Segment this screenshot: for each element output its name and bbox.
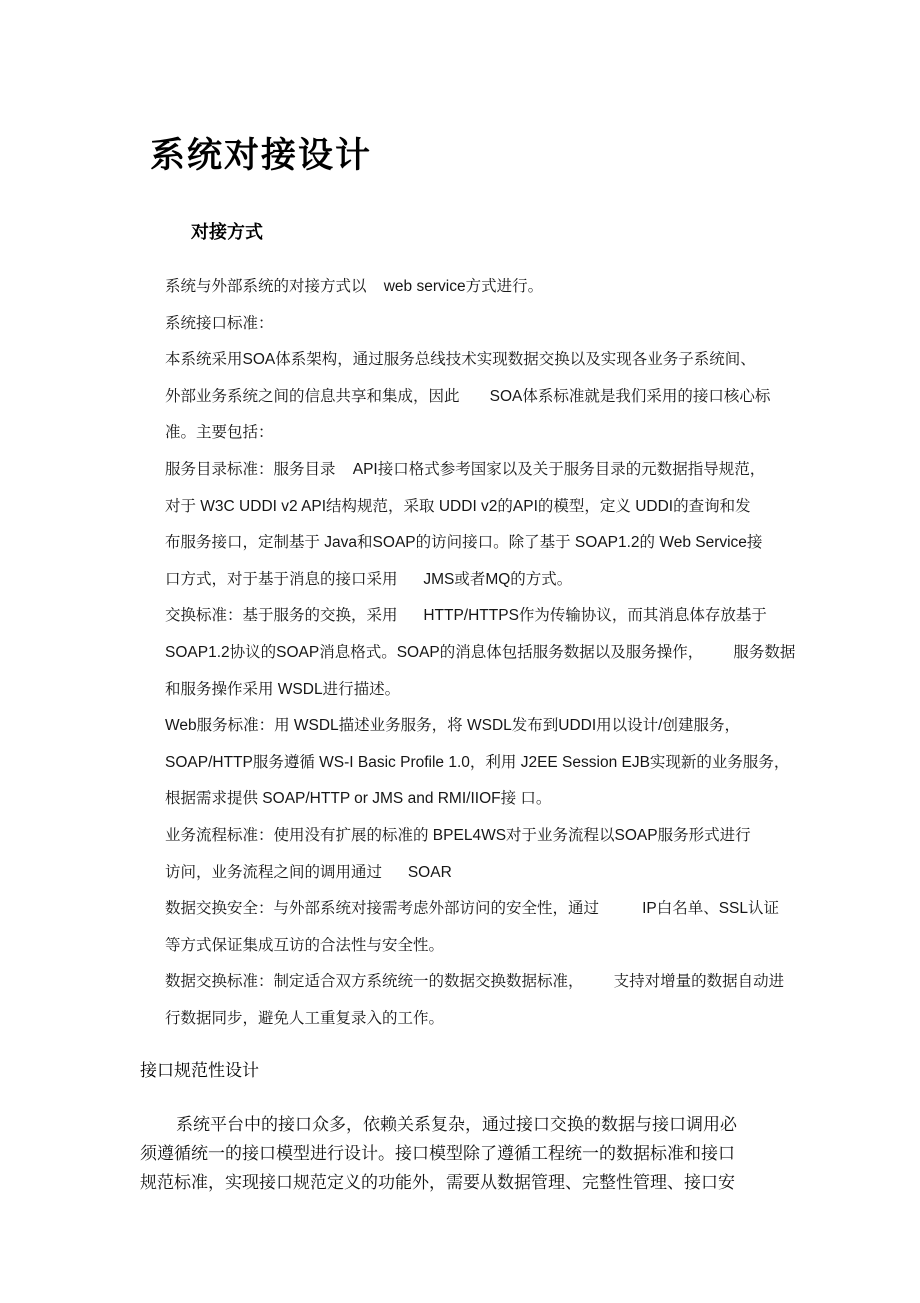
body-line: Web服务标准：用 WSDL描述业务服务，将 WSDL发布到UDDI用以设计/创建服务， — [165, 717, 740, 735]
body-line: 行数据同步，避免人工重复录入的工作。 — [165, 1009, 445, 1027]
body-line: 布服务接口，定制基于 Java和SOAP的访问接口。除了基于 SOAP1.2的 Web Service接 — [165, 534, 763, 552]
document-title: 系统对接设计 — [150, 136, 373, 175]
body-line: 本系统采用SOA体系架构，通过服务总线技术实现数据交换以及实现各业务子系统间、 — [165, 351, 756, 369]
body-line: SOAP1.2协议的SOAP消息格式。SOAP的消息体包括服务数据以及服务操作， 服务数据 — [165, 643, 796, 661]
closing-line: 系统平台中的接口众多，依赖关系复杂，通过接口交换的数据与接口调用必 — [176, 1115, 737, 1134]
body-line: 交换标准：基于服务的交换，采用 HTTP/HTTPS作为传输协议，而其消息体存放基于 — [165, 607, 767, 625]
body-line: 系统与外部系统的对接方式以 web service方式进行。 — [165, 278, 544, 295]
body-line: 服务目录标准：服务目录 API接口格式参考国家以及关于服务目录的元数据指导规范， — [165, 460, 766, 478]
body-line: 访问，业务流程之间的调用通过 SOAR — [165, 863, 452, 881]
section-heading-interface-spec-design: 接口规范性设计 — [140, 1061, 259, 1080]
closing-line: 规范标准，实现接口规范定义的功能外，需要从数据管理、完整性管理、接口安 — [140, 1173, 735, 1192]
body-line: SOAP/HTTP服务遵循 WS-I Basic Profile 1.0，利用 J2EE Session EJB实现新的业务服务， — [165, 753, 790, 771]
closing-line: 须遵循统一的接口模型进行设计。接口模型除了遵循工程统一的数据标准和接口 — [140, 1144, 735, 1163]
body-line: 业务流程标准：使用没有扩展的标准的 BPEL4WS对于业务流程以SOAP服务形式进行 — [165, 826, 751, 844]
closing-paragraph — [140, 1110, 737, 1197]
body-line: 口方式，对于基于消息的接口采用 JMS或者MQ的方式。 — [165, 570, 573, 588]
body-line: 和服务操作采用 WSDL进行描述。 — [165, 680, 401, 698]
body-line: 数据交换标准：制定适合双方系统统一的数据交换数据标准， 支持对增量的数据自动进 — [165, 973, 785, 991]
body-text-block — [165, 269, 795, 1037]
body-line: 系统接口标准： — [165, 314, 274, 332]
body-line: 根据需求提供 SOAP/HTTP or JMS and RMI/IIOF接 口。 — [165, 790, 552, 808]
body-line: 外部业务系统之间的信息共享和集成，因此 SOA体系标准就是我们采用的接口核心标 — [165, 387, 771, 405]
body-line: 对于 W3C UDDI v2 API结构规范，采取 UDDI v2的API的模型，定义 UDDI的查询和发 — [165, 497, 751, 515]
body-line: 数据交换安全：与外部系统对接需考虑外部访问的安全性，通过 IP白名单、SSL认证 — [165, 900, 780, 918]
body-line: 等方式保证集成互访的合法性与安全性。 — [165, 936, 445, 954]
body-line: 准。主要包括： — [165, 424, 274, 442]
section-heading-docking-method: 对接方式 — [191, 222, 263, 242]
